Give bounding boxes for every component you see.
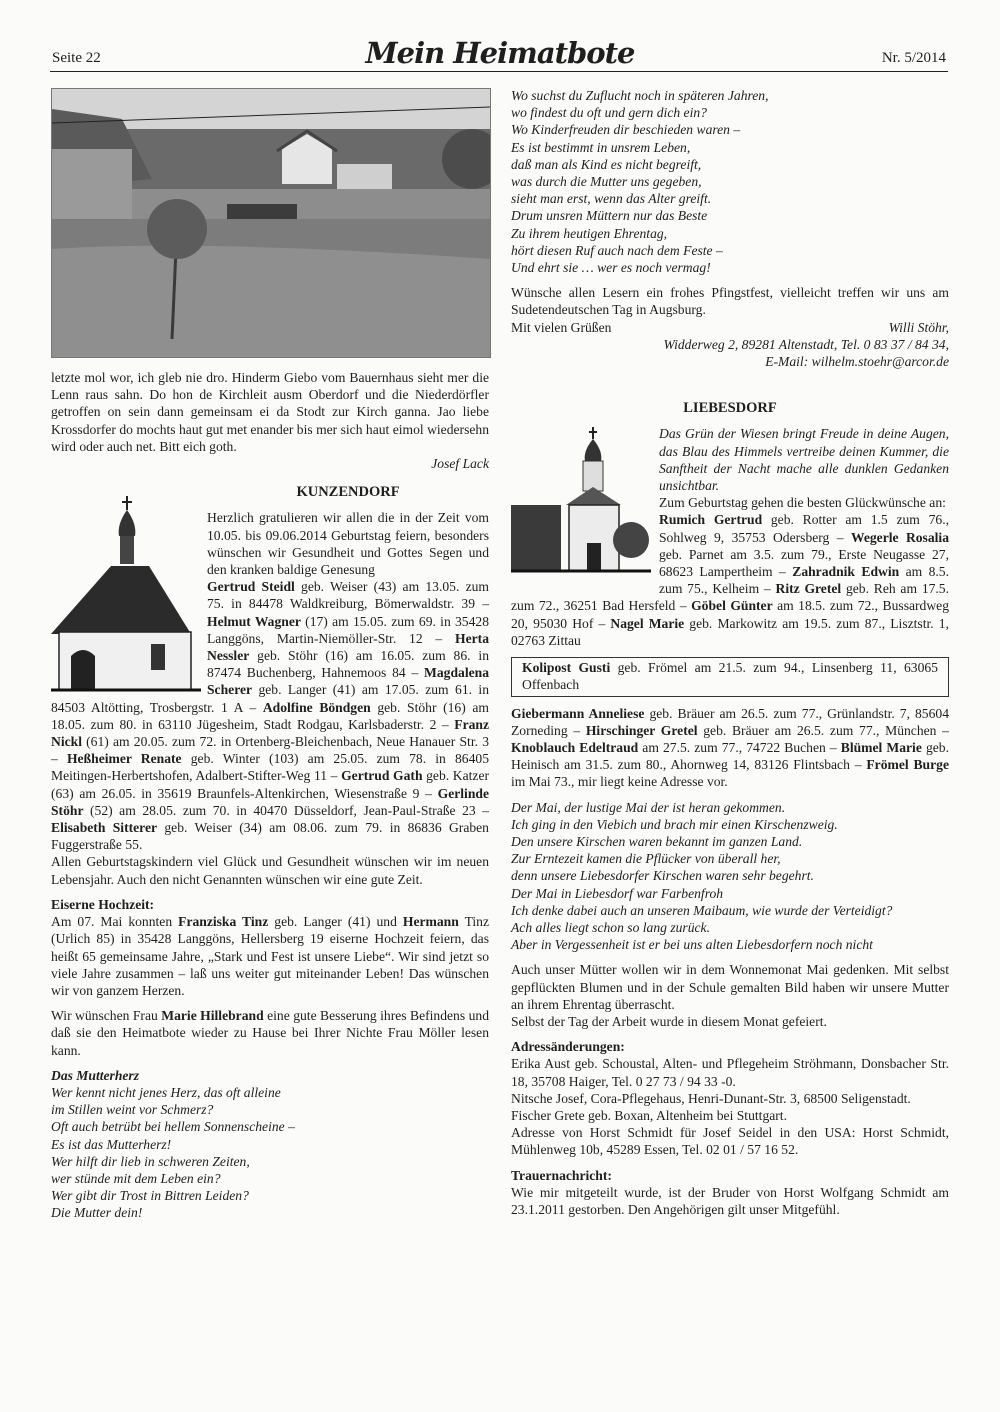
farmhouse-photo: [51, 88, 491, 358]
obituary-text: Wie mir mitgeteilt wurde, ist der Bruder von Horst Wolfgang Schmidt am 23.1.2011 gestorben. Den Angehörigen gilt unser Mitgefühl.: [511, 1184, 949, 1217]
masthead-title: Mein Heimatbote: [365, 36, 635, 70]
liebesdorf-chapel-illustration: [511, 425, 651, 585]
address-changes-heading: Adressänderungen:: [511, 1039, 625, 1055]
mai-poem: Der Mai, der lustige Mai der ist heran gekommen. Ich ging in den Viebich und brach mir einen Kirschenzweig. Den unsere Kirschen waren bekannt im ganzen Land. Zur Erntezeit kamen die Pflücker von überall her, denn unsere Liebesdorfer Kirschen waren sehr begehrt. Der Mai in Liebesdorf war Farbenfroh Ich denke dabei auch an unseren Maibaum, wie wurde der Verteidigt? Ach alles liegt schon so lang zurück. Aber in Vergessenheit ist er bei uns alten Liebesdorfern noch nicht: [511, 799, 893, 953]
mutter-poem: Wo suchst du Zuflucht noch in späteren Jahren, wo findest du oft und gern dich ein? Wo Kinderfreuden dir beschieden waren – Es ist bestimmt in unsrem Leben, daß man als Kind es nicht begreift, was durch die Mutter uns gegeben, sieht man erst, wenn das Alter greift. Drum unsren Müttern nur das Beste Zu ihrem heutigen Ehrentag, hört diesen Ruf auch nach dem Feste – Und ehrt sie … wer es noch vermag!: [511, 88, 769, 276]
issue-number: Nr. 5/2014: [881, 50, 946, 66]
liebesdorf-intro: Zum Geburtstag gehen die besten Glückwünsche an:: [659, 495, 946, 511]
highlight-box: Kolipost Gusti geb. Frömel am 21.5. zum 94., Linsenberg 11, 63065 Offenbach: [511, 657, 949, 696]
eiserne-hochzeit-heading: Eiserne Hochzeit:: [51, 896, 155, 912]
kunzendorf-chapel-illustration: [51, 494, 201, 694]
get-well-text: Wir wünschen Frau Marie Hillebrand eine gute Besserung ihres Befindens und daß sie den Heimatbote wieder zu Hause bei Ihrer Nichte Frau Möller lesen kann.: [51, 1008, 489, 1058]
kunzendorf-wishes: Allen Geburtstagskindern viel Glück und Gesundheit wünschen wir im neuen Lebensjahr. Auch den nicht Genannten wünschen wir eine gute Zeit.: [51, 854, 489, 887]
address-change-item: Nitsche Josef, Cora-Pflegehaus, Henri-Dunant-Str. 3, 68500 Seligenstadt.: [511, 1090, 911, 1106]
author-address: Widderweg 2, 89281 Altenstadt, Tel. 0 83 37 / 84 34,: [663, 336, 949, 352]
page-number: Seite 22: [52, 50, 101, 66]
kunzendorf-intro: Herzlich gratulieren wir allen die in der Zeit vom 10.05. bis 09.06.2014 Geburtstag feiern, besonders wünschen wir Gesundheit und Gottes Segen und den kranken baldige Genesung: [207, 510, 489, 578]
left-column: [51, 369, 489, 1222]
closing-line: Mit vielen Grüßen Willi Stöhr,: [511, 319, 949, 335]
header-rule: [50, 71, 948, 72]
mothers-day-text: Auch unser Mütter wollen wir in dem Wonnemonat Mai gedenken. Mit selbst gepflückten Blumen und in der Schule gemalten Bild haben wir unsere Mutter an ihrem Ehrentag überrascht.: [511, 962, 949, 1012]
address-change-item: Fischer Grete geb. Boxan, Altenheim bei Stuttgart.: [511, 1107, 787, 1123]
labour-day-text: Selbst der Tag der Arbeit wurde in diesem Monat gefeiert.: [511, 1013, 827, 1029]
intro-signature: Josef Lack: [431, 456, 489, 472]
pfingst-greeting: Wünsche allen Lesern ein frohes Pfingstfest, vielleicht treffen wir uns am Sudetendeutschen Tag in Augsburg.: [511, 285, 949, 318]
liebesdorf-birthday-list-2: Giebermann Anneliese geb. Bräuer am 26.5. zum 77., Grünlandstr. 7, 85604 Zorneding – Hirschinger Gretel geb. Bräuer am 26.5. zum 77., München – Knoblauch Edeltraud am 27.5. zum 77., 74722 Buchen – Blümel Marie geb. Heinisch am 31.5. zum 80., Ahornweg 14, 83126 Flintsbach – Frömel Burge im Mai 73., mir liegt keine Adresse vor.: [511, 705, 949, 790]
liebesdorf-heading: LIEBESDORF: [683, 400, 777, 417]
mutterherz-title: Das Mutterherz: [51, 1067, 140, 1083]
kunzendorf-heading: KUNZENDORF: [296, 484, 400, 501]
right-column: [511, 87, 949, 1218]
kunzendorf-birthday-list: Gertrud Steidl geb. Weiser (43) am 13.05. zum 75. in 84478 Waldkreiburg, Bömerwaldstr. 39 – Helmut Wagner (17) am 15.05. zum 69. in 35428 Langgöns, Martin-Niemöller-Str. 12 – Herta Nessler geb. Stöhr (16) am 16.05. zum 86. in 87474 Buchenberg, Hahnemoos 84 – Magdalena Scherer geb. Langer (41) am 17.05. zum 61. in 84503 Altötting, Trosbergstr. 1 A – Adolfine Böndgen geb. Stöhr (16) am 18.05. zum 80. in 63110 Jügesheim, Stadt Rodgau, Karlsbaderstr. 2 – Franz Nickl (61) am 20.05. zum 72. in Ortenberg-Bleichenbach, Neue Hanauer Str. 3 – Heßheimer Renate geb. Winter (103) am 25.05. zum 78. in 86405 Meitingen-Herbertshofen, Adalbert-Stifter-Weg 11 – Gertrud Gath geb. Katzer (63) am 26.05. in 35619 Braunfels-Altenkirchen, Wiesenstraße 9 – Gerlinde Stöhr (52) am 28.05. zum 70. in 40470 Düsseldorf, Jean-Paul-Straße 23 – Elisabeth Sitterer geb. Weiser (34) am 08.06. zum 79. in 86836 Graben Fuggerstraße 55.: [51, 579, 490, 853]
intro-text: letzte mol wor, ich gleb nie dro. Hinderm Giebo vom Bauernhaus sieht mer die Lenn raus sahn. Do hon de Kirchleit ausm Oberdorf und die Niederdörfler getroffen on sein dann gemeinsam ei da Stodt zur Kirch ganna. Jao liebe Krossdorfer do mochts haut gut met enander bis mer sich haut eimol wiedersehn wird oder auch net. Bitt eich goth.: [51, 370, 489, 454]
mutterherz-poem: Wer kennt nicht jenes Herz, das oft alleine im Stillen weint vor Schmerz? Oft auch betrübt bei hellem Sonnenscheine – Es ist das Mutterherz! Wer hilft dir lieb in schweren Zeiten, wer stünde mit dem Leben ein? Wer gibt dir Trost in Bittren Leiden? Die Mutter dein!: [51, 1084, 295, 1221]
author-email: E-Mail: wilhelm.stoehr@arcor.de: [765, 354, 949, 370]
address-change-item: Erika Aust geb. Schoustal, Alten- und Pflegeheim Ströhmann, Donsbacher Str. 18, 35708 Haiger, Tel. 0 27 73 / 94 33 -0.: [511, 1056, 949, 1089]
address-change-item: Adresse von Horst Schmidt für Josef Seidel in den USA: Horst Schmidt, Mühlenweg 10b, 45289 Essen, Tel. 02 01 / 57 16 52.: [511, 1125, 949, 1158]
eiserne-hochzeit-text: Am 07. Mai konnten Franziska Tinz geb. Langer (41) und Hermann Tinz (Urlich 85) in 35428 Langgöns, Hellersberg 19 eiserne Hochzeit feiern, das heißt 65 gemeinsame Jahre, „Stark und Fest ist unsere Liebe“. Wir sind jetzt so viele Jahre zusammen – laß uns weiter gut miteinander Leben! Das wünschen wir von ganzem Herzen.: [51, 914, 489, 998]
liebesdorf-birthday-list: Rumich Gertrud geb. Rotter am 1.5 zum 76., Sohlweg 9, 35753 Odersberg – Wegerle Rosalia geb. Parnet am 3.5. zum 79., Erste Neugasse 27, 68623 Lampertheim – Zahradnik Edwin am 8.5. zum 75., Kelheim – Ritz Gretel geb. Reh am 17.5. zum 72., 36251 Bad Hersfeld – Göbel Günter am 18.5. zum 72., Bussardweg 20, 95030 Hof – Nagel Marie geb. Markowitz am 19.5. zum 87., Lisztstr. 1, 02763 Zittau: [511, 512, 950, 648]
obituary-heading: Trauernachricht:: [511, 1167, 612, 1183]
liebesdorf-quote: Das Grün der Wiesen bringt Freude in deine Augen, das Blau des Himmels vertreibe deinen Kummer, die Sanftheit der Nacht mache alle dunklen Gedanken unsichtbar.: [659, 426, 949, 494]
